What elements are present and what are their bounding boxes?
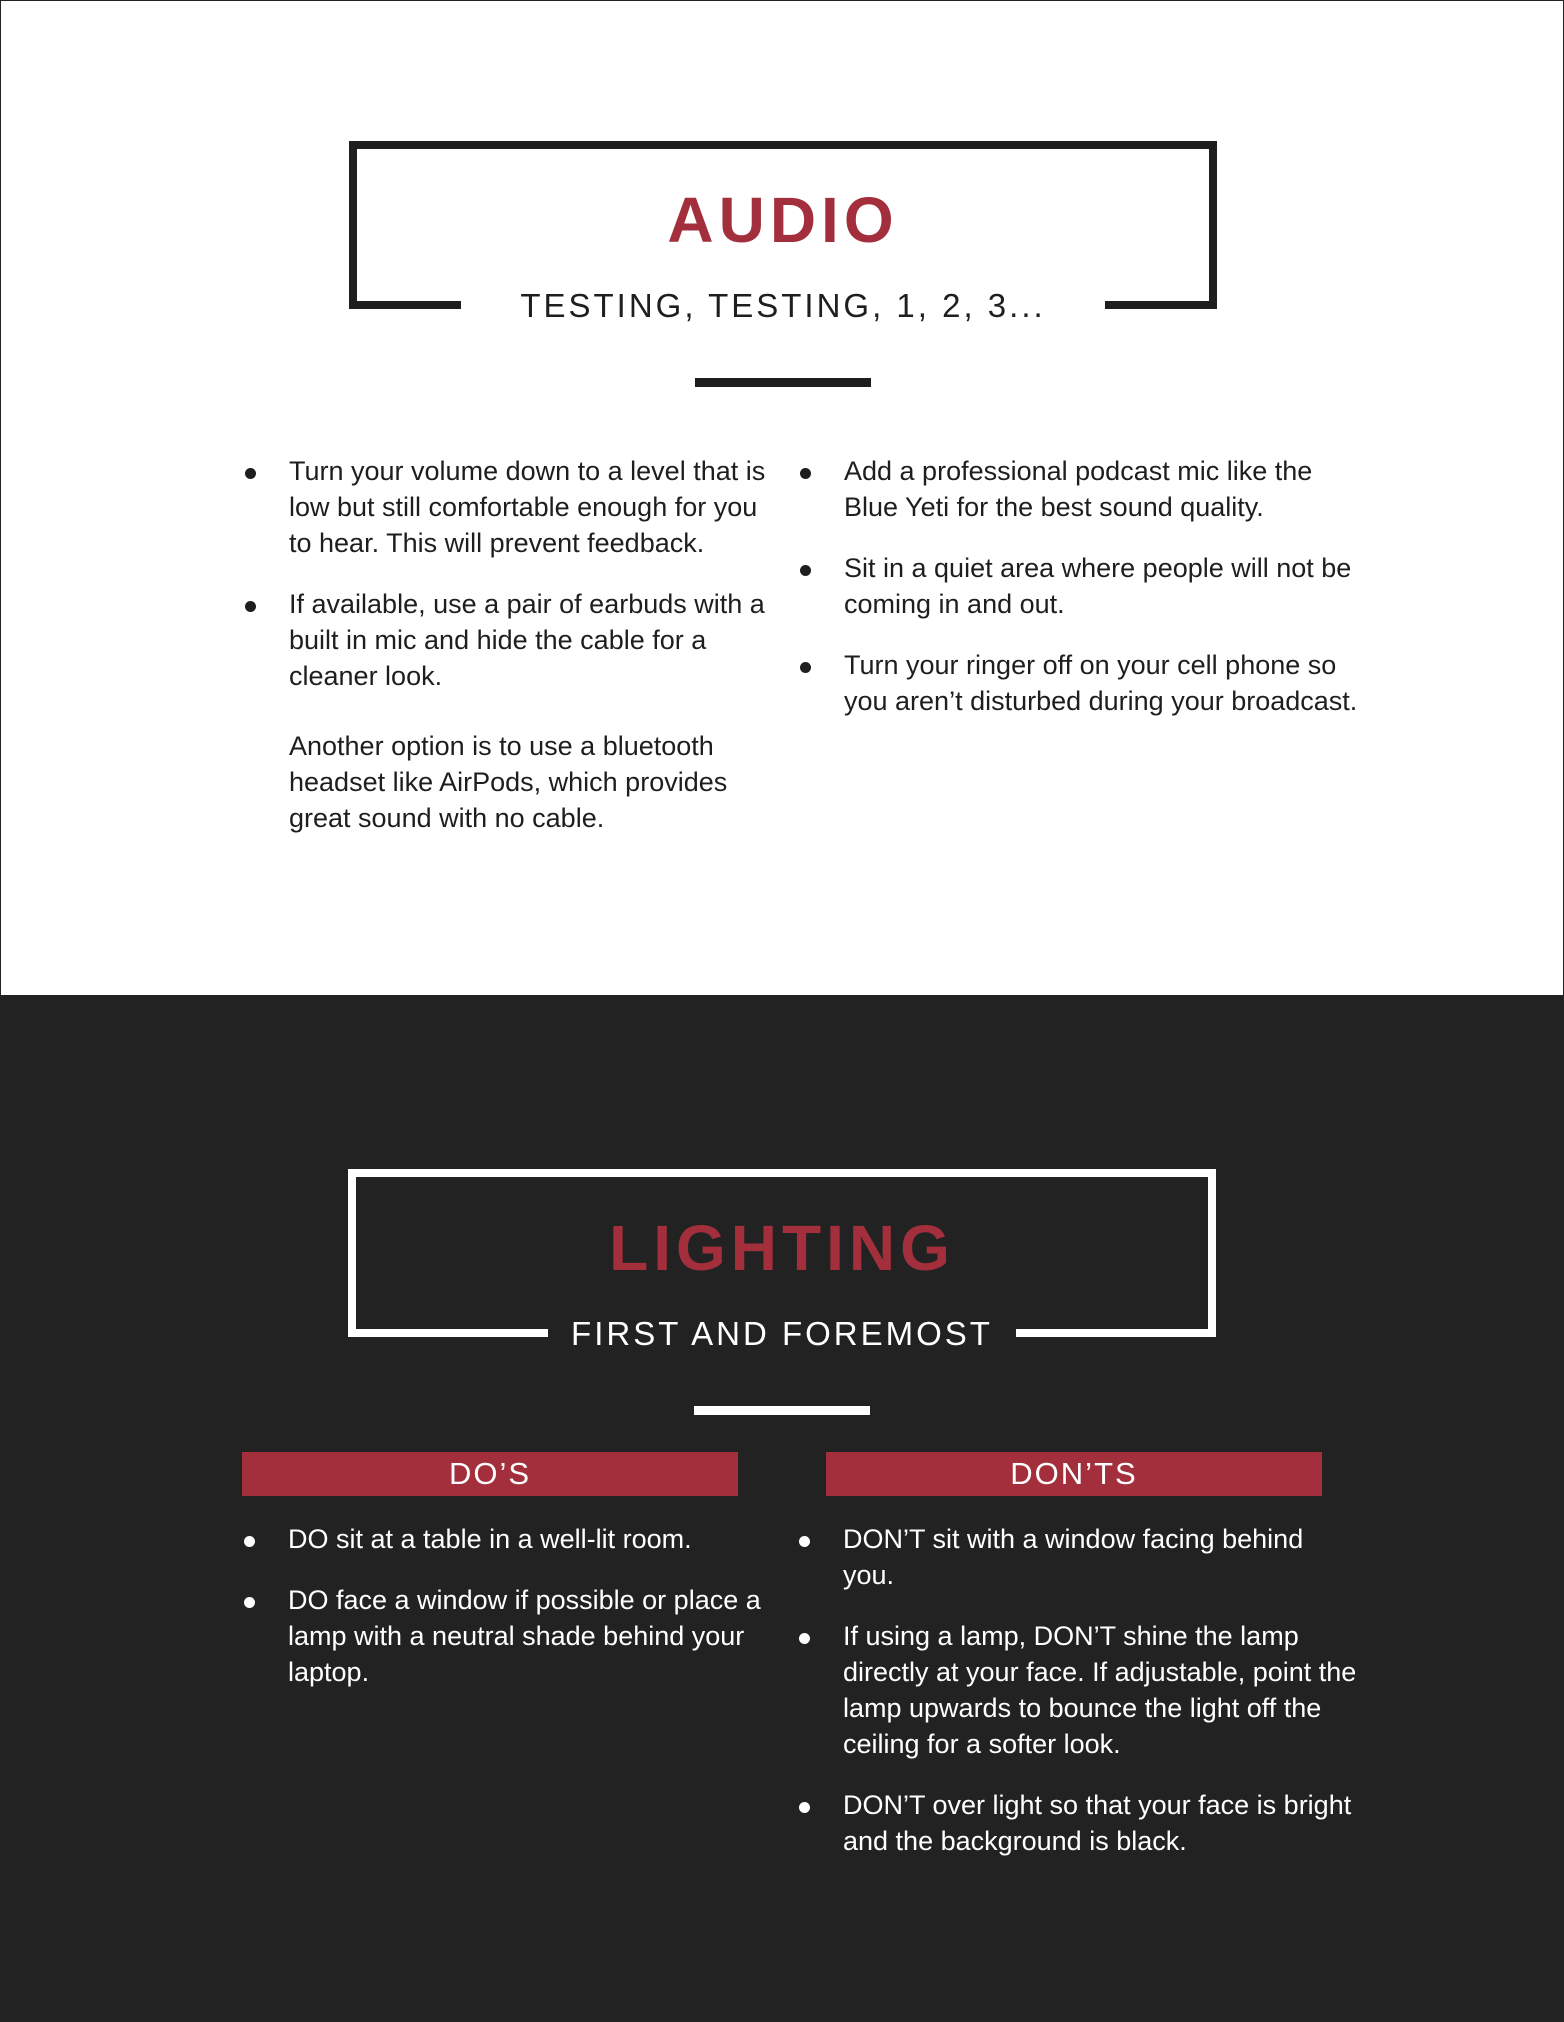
audio-subtitle: TESTING, TESTING, 1, 2, 3... <box>520 287 1046 324</box>
list-item <box>242 1582 762 1690</box>
lighting-divider <box>694 1406 870 1415</box>
audio-divider <box>695 378 871 387</box>
list-item-text: DO sit at a table in a well-lit room. <box>288 1524 692 1554</box>
list-item-text: Turn your ringer off on your cell phone so you aren’t disturbed during your broadcast. <box>844 650 1358 716</box>
list-item <box>797 1787 1357 1859</box>
list-item <box>797 1521 1357 1593</box>
audio-title: AUDIO <box>667 184 899 256</box>
list-item <box>798 550 1358 622</box>
dos-header: DO’S <box>242 1452 738 1496</box>
lighting-title-frame <box>348 1169 1216 1352</box>
list-item-text: DON’T sit with a window facing behind you. <box>843 1524 1304 1590</box>
list-item <box>243 453 783 561</box>
list-item <box>242 1521 762 1557</box>
list-item-text: Sit in a quiet area where people will not be coming in and out. <box>844 553 1352 619</box>
lighting-section <box>0 995 1564 2022</box>
list-item-text: Turn your volume down to a level that is low but still comfortable enough for you to hear. This will prevent feedback. <box>289 456 766 558</box>
audio-tips-left <box>243 453 783 861</box>
dos-list <box>242 1521 762 1715</box>
list-item-text: DO face a window if possible or place a lamp with a neutral shade behind your laptop. <box>288 1585 761 1687</box>
audio-title-frame <box>349 141 1217 324</box>
donts-list <box>797 1521 1357 1884</box>
list-item <box>243 586 783 836</box>
list-item-text: Add a professional podcast mic like the Blue Yeti for the best sound quality. <box>844 456 1313 522</box>
list-item-text: If available, use a pair of earbuds with a built in mic and hide the cable for a cleaner look. <box>289 589 765 691</box>
list-item <box>798 647 1358 719</box>
list-item <box>797 1618 1357 1762</box>
list-item-text: If using a lamp, DON’T shine the lamp directly at your face. If adjustable, point the lamp upwards to bounce the light off the ceiling for a softer look. <box>843 1621 1357 1759</box>
lighting-title: LIGHTING <box>609 1212 955 1284</box>
list-item-text: DON’T over light so that your face is bright and the background is black. <box>843 1790 1352 1856</box>
audio-tips-right <box>798 453 1358 744</box>
list-item <box>798 453 1358 525</box>
lighting-subtitle: FIRST AND FOREMOST <box>571 1315 993 1352</box>
list-item-extra: Another option is to use a bluetooth headset like AirPods, which provides great sound with no cable. <box>289 731 728 833</box>
donts-header: DON’TS <box>826 1452 1322 1496</box>
audio-section <box>0 0 1564 995</box>
